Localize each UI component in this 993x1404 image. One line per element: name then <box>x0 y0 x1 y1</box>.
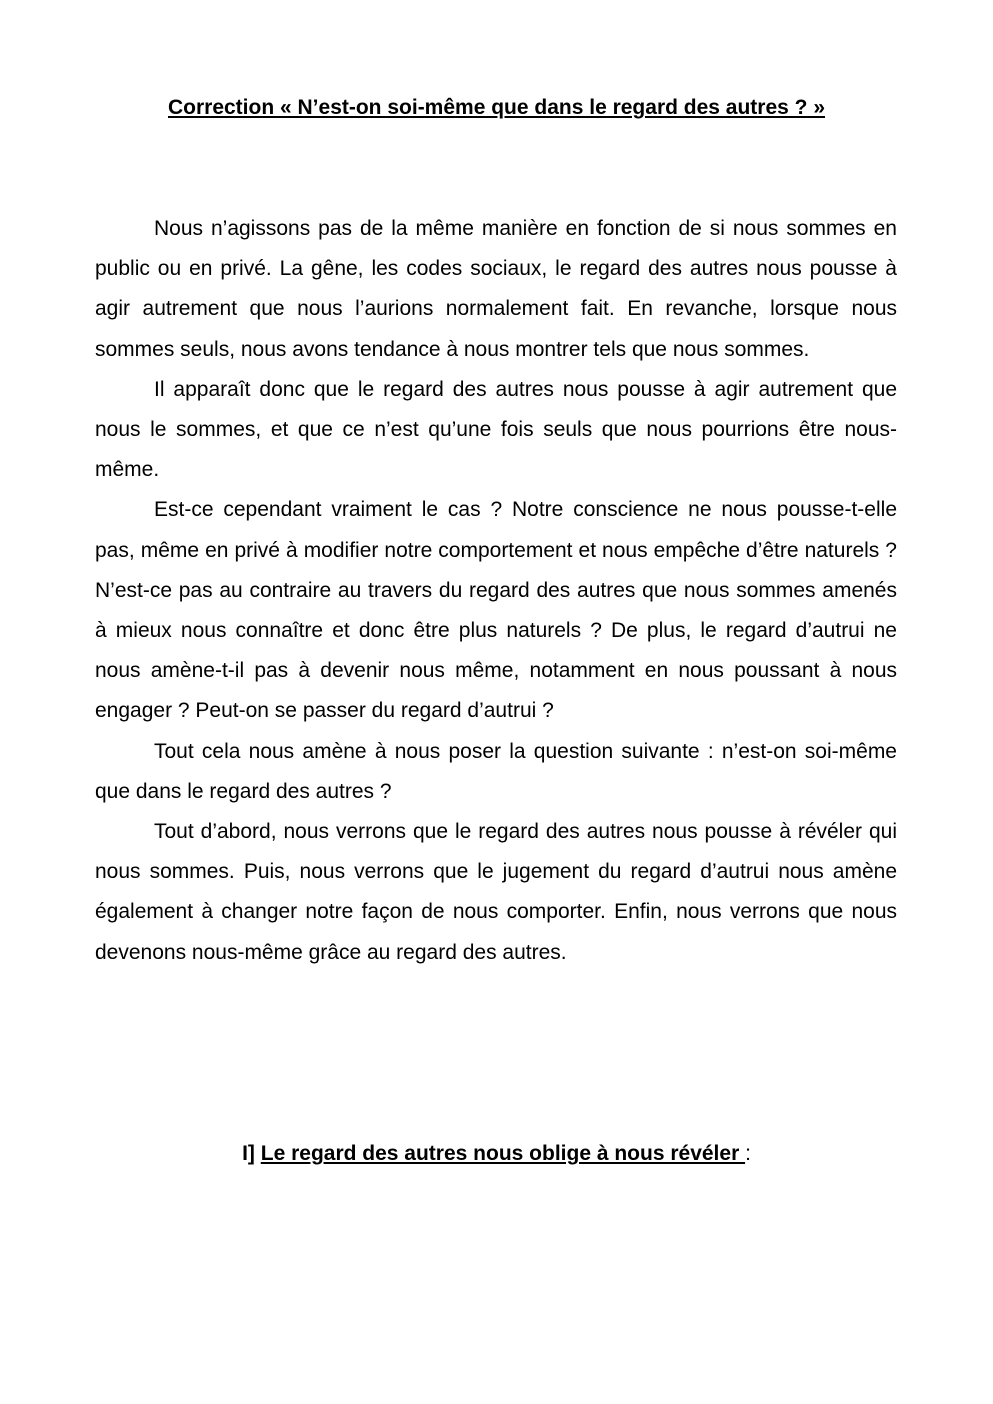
paragraph-3: Est-ce cependant vraiment le cas ? Notre conscience ne nous pousse-t-elle pas, même en privé à modifier notre comportement et nous empêche d’être naturels ? N’est-ce pas au contraire au travers du regard des autres que nous sommes amenés à mieux nous connaître et donc être plus naturels ? De plus, le regard d’autrui ne nous amène-t-il pas à devenir nous même, notamment en nous poussant à nous engager ? Peut-on se passer du regard d’autrui ? <box>95 498 897 723</box>
paragraph-5: Tout d’abord, nous verrons que le regard des autres nous pousse à révéler qui nous sommes. Puis, nous verrons que le jugement du regard d’autrui nous amène également à changer notre façon de nous comporter. Enfin, nous verrons que nous devenons nous-même grâce au regard des autres. <box>95 820 897 964</box>
paragraph-1: Nous n’agissons pas de la même manière en fonction de si nous sommes en public ou en privé. La gêne, les codes sociaux, le regard des autres nous pousse à agir autrement que nous l’aurions normalement fait. En revanche, lorsque nous sommes seuls, nous avons tendance à nous montrer tels que nous sommes. <box>95 217 897 361</box>
paragraph-4: Tout cela nous amène à nous poser la question suivante : n’est-on soi-même que dans le regard des autres ? <box>95 739 897 803</box>
section-title: Le regard des autres nous oblige à nous révéler <box>260 1142 746 1165</box>
document-title-text: Correction « N’est-on soi-même que dans le regard des autres ? » <box>167 96 826 119</box>
paragraph-2: Il apparaît donc que le regard des autres nous pousse à agir autrement que nous le sommes, et que ce n’est qu’une fois seuls que nous pourrions être nous-même. <box>95 377 897 482</box>
document-title <box>0 94 993 122</box>
section-number: I] <box>242 1142 255 1165</box>
section-suffix: : <box>745 1142 751 1165</box>
introduction-body <box>95 209 897 973</box>
section-heading <box>0 1139 993 1169</box>
